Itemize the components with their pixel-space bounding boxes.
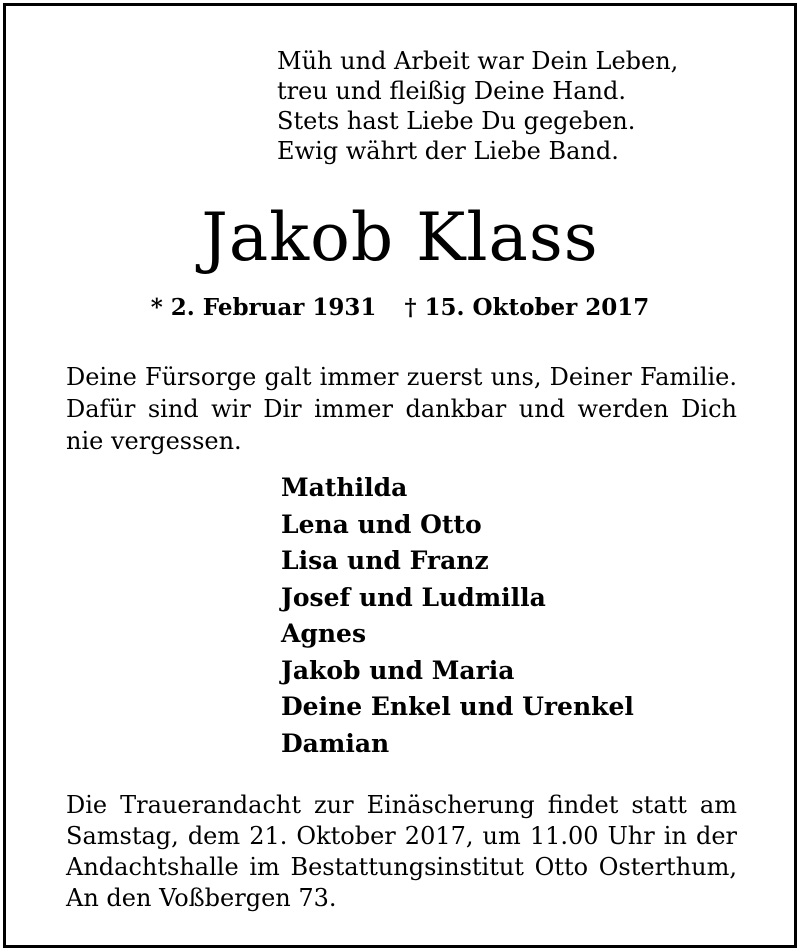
- poem-line: treu und fleißig Deine Hand.: [277, 77, 626, 105]
- mourner-name: Lena und Otto: [281, 509, 482, 539]
- mourner-name: Deine Enkel und Urenkel: [281, 692, 634, 721]
- tribute-text: Deine Fürsorge galt immer zuerst uns, Deiner Familie. Dafür sind wir Dir immer dankbar und werden Dich nie vergessen.: [66, 363, 737, 455]
- mourner-name: Jakob und Maria: [281, 655, 515, 685]
- mourners-list: [281, 470, 634, 762]
- poem-line: Müh und Arbeit war Dein Leben,: [277, 47, 679, 75]
- birth-date: * 2. Februar 1931: [150, 294, 377, 321]
- mourner-name: Josef und Ludmilla: [281, 582, 546, 612]
- mourner-name: Lisa und Franz: [281, 546, 489, 575]
- service-announcement: Die Trauerandacht zur Einäscherung findet statt am Samstag, dem 21. Oktober 2017, um 11.00 Uhr in der Andachtshalle im Bestattungsinstitut Otto Osterthum, An den Voßbergen 73.: [66, 791, 737, 912]
- mourner-name: Agnes: [281, 619, 367, 648]
- death-date: † 15. Oktober 2017: [404, 294, 650, 321]
- memorial-poem: [277, 46, 678, 166]
- poem-line: Stets hast Liebe Du gegeben.: [277, 107, 636, 135]
- deceased-name: Jakob Klass: [201, 199, 599, 276]
- poem-line: Ewig währt der Liebe Band.: [277, 137, 619, 165]
- mourner-name: Mathilda: [281, 473, 408, 502]
- mourner-name: Damian: [281, 728, 390, 758]
- life-dates: [0, 292, 800, 324]
